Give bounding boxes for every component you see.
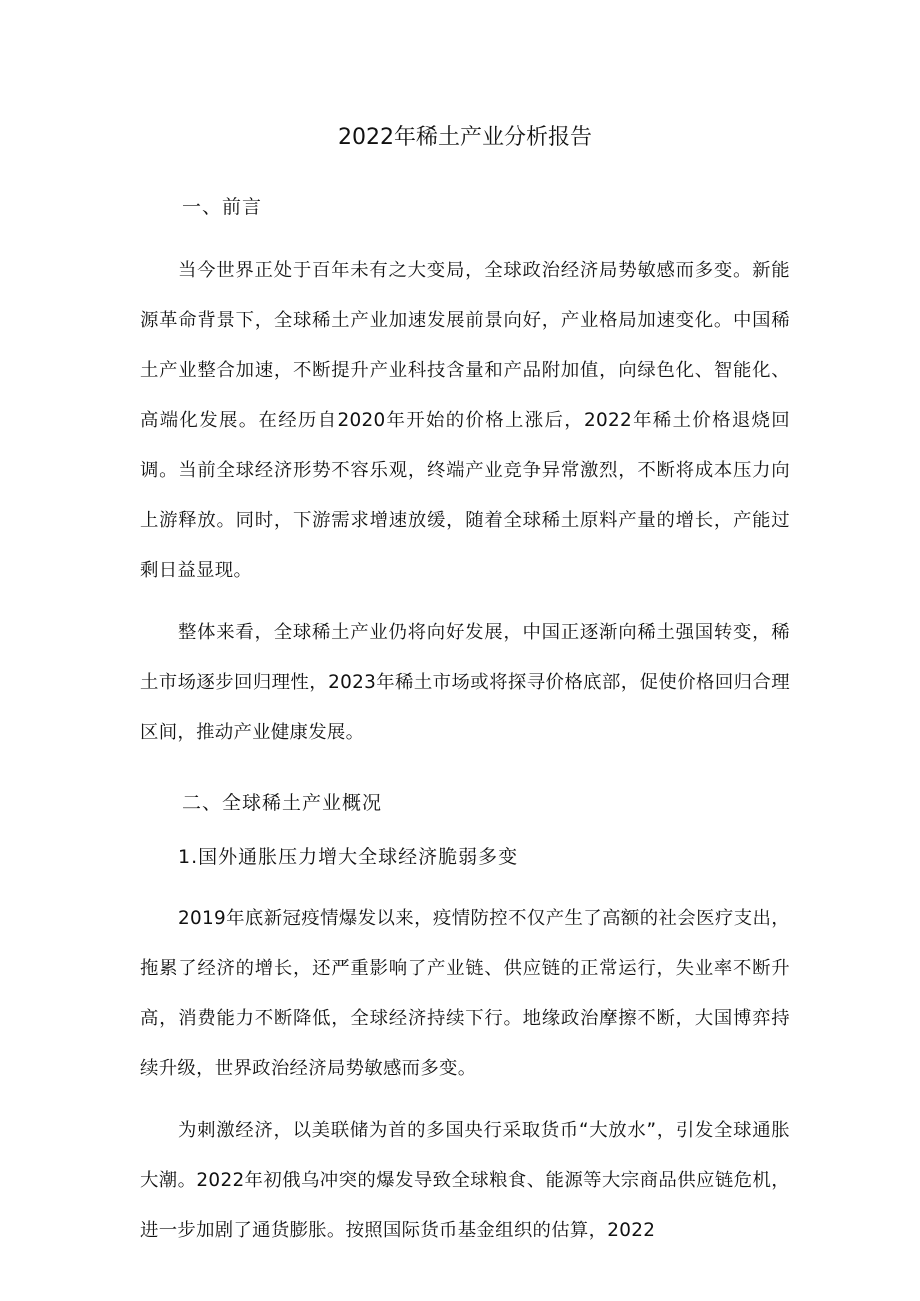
paragraph: 当今世界正处于百年未有之大变局，全球政治经济局势敏感而多变。新能源革命背景下，全球稀土产业加速发展前景向好，产业格局加速变化。中国稀土产业整合加速，不断提升产业科技含量和产品附加值，向绿色化、智能化、高端化发展。在经历自2020年开始的价格上涨后，2022年稀土价格退烧回调。当前全球经济形势不容乐观，终端产业竞争异常激烈，不断将成本压力向上游释放。同时，下游需求增速放缓，随着全球稀土原料产量的增长，产能过剩日益显现。: [140, 260, 790, 581]
section-preface: [140, 192, 790, 758]
section-global-overview: [140, 788, 790, 1256]
document-title: 2022年稀土产业分析报告: [338, 125, 592, 150]
paragraph: 为刺激经济，以美联储为首的多国央行采取货币“大放水”，引发全球通胀大潮。2022年初俄乌冲突的爆发导致全球粮食、能源等大宗商品供应链危机，进一步加剧了通货膨胀。按照国际货币基金组织的估算，2022: [140, 1120, 790, 1241]
section-heading: 一、前言: [182, 196, 263, 218]
section-heading: 二、全球稀土产业概况: [182, 792, 383, 814]
subsection-heading: 1.国外通胀压力增大全球经济脆弱多变: [178, 846, 519, 868]
paragraph: 2019年底新冠疫情爆发以来，疫情防控不仅产生了高额的社会医疗支出，拖累了经济的增长，还严重影响了产业链、供应链的正常运行，失业率不断升高，消费能力不断降低，全球经济持续下行。地缘政治摩擦不断，大国博弈持续升级，世界政治经济局势敏感而多变。: [140, 908, 790, 1079]
paragraph: 整体来看，全球稀土产业仍将向好发展，中国正逐渐向稀土强国转变，稀土市场逐步回归理性，2023年稀土市场或将探寻价格底部，促使价格回归合理区间，推动产业健康发展。: [140, 622, 790, 743]
